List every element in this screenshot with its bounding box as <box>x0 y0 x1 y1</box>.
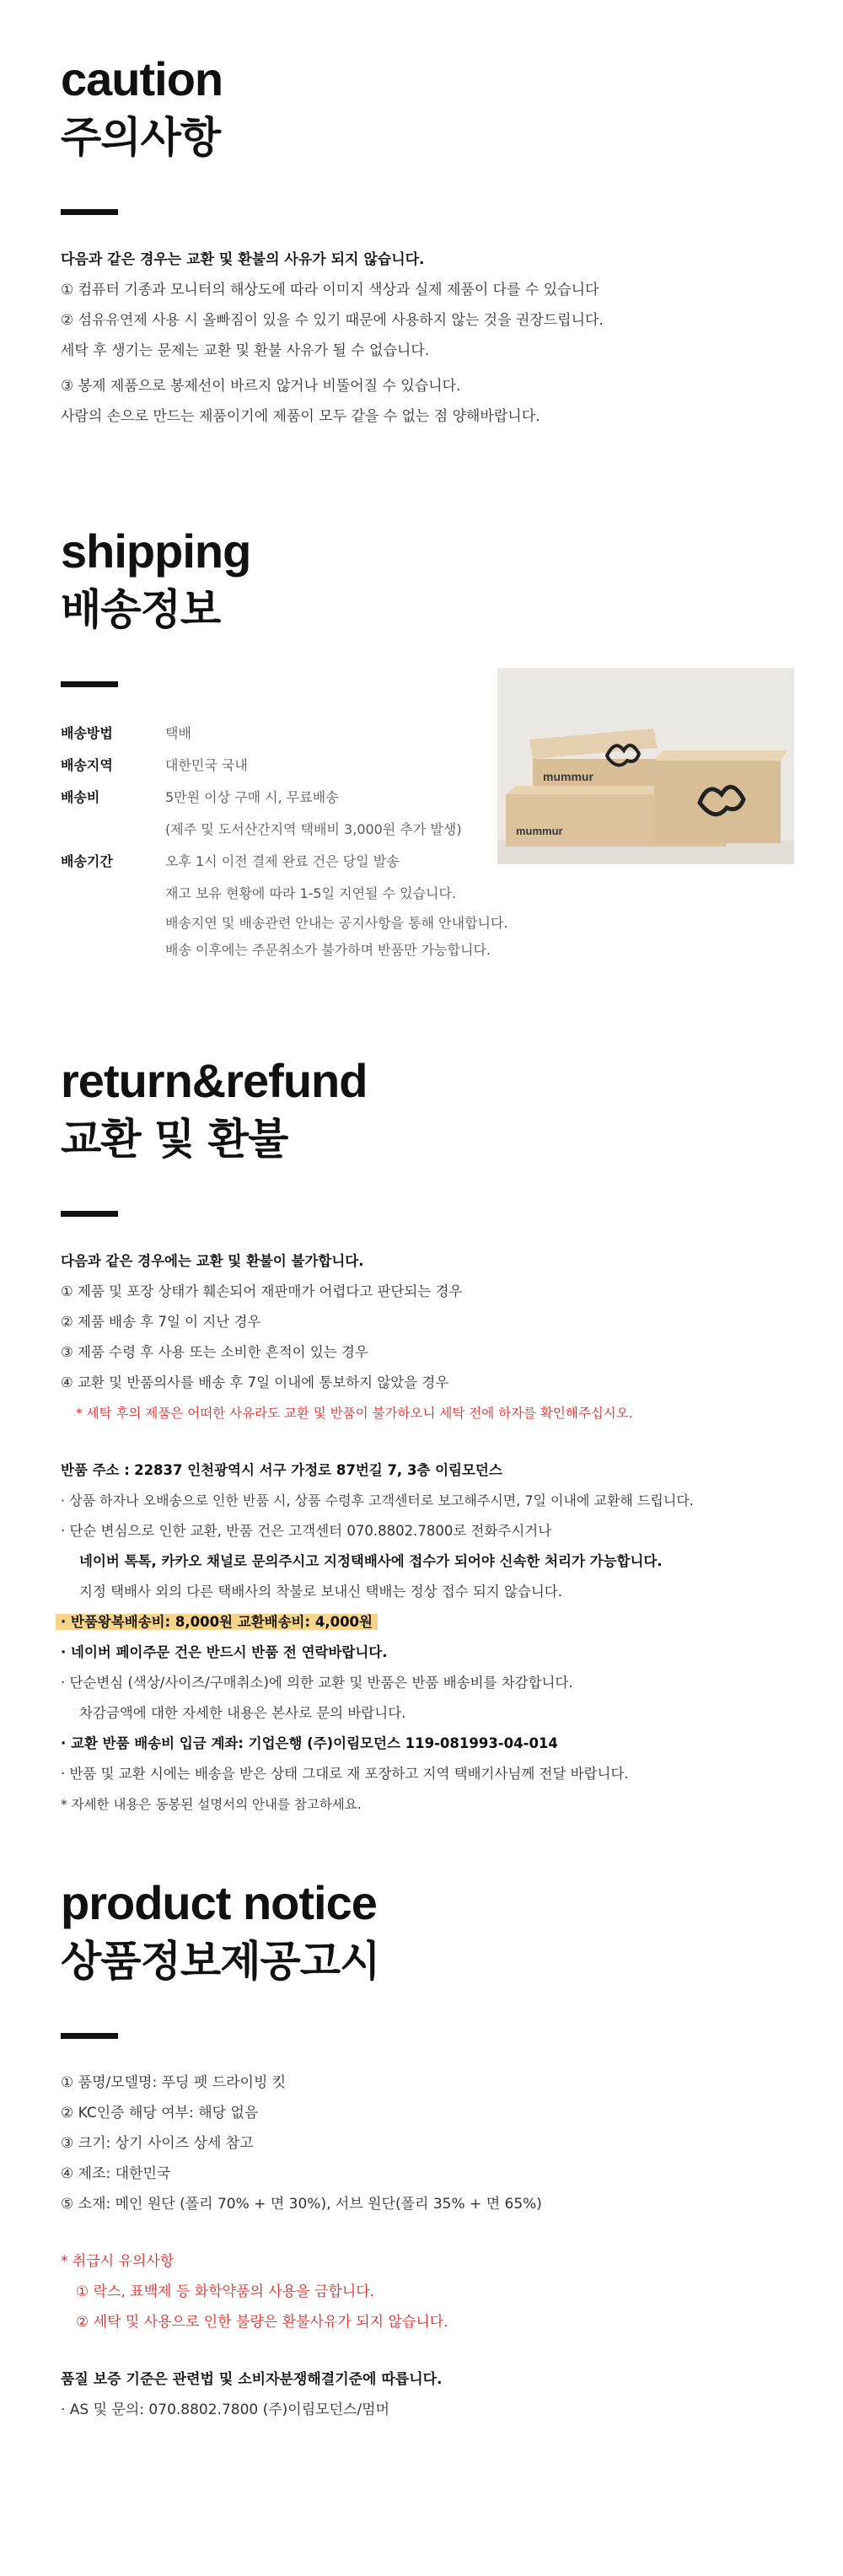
refund-line: 다음과 같은 경우에는 교환 및 환불이 불가합니다. <box>61 1253 364 1269</box>
shipping-title-ko: 배송정보 <box>61 585 221 634</box>
notice-item: ④ 제조: 대한민국 <box>61 2165 171 2182</box>
caution-title-ko: 주의사항 <box>61 113 221 162</box>
refund-account: · 교환 반품 배송비 입금 계좌: 기업은행 (주)이림모던스 119-081993-04-014 <box>61 1735 558 1751</box>
refund-section <box>61 1054 803 1820</box>
care-item: ① 락스, 표백제 등 화학약품의 사용을 금합니다. <box>76 2283 375 2300</box>
notice-title-en: product notice <box>61 1876 377 1929</box>
shipping-key: 배송기간 <box>61 853 113 869</box>
shipping-key: 배송지역 <box>61 757 113 773</box>
notice-item: ② KC인증 해당 여부: 해당 없음 <box>61 2105 259 2122</box>
refund-title-en: return&refund <box>61 1054 368 1107</box>
refund-bullet: · 단순 변심으로 인한 교환, 반품 건은 고객센터 070.8802.7800로 전화주시거나 <box>61 1523 552 1539</box>
notice-items <box>61 2068 803 2425</box>
shipping-value: 5만원 이상 구매 시, 무료배송 <box>165 789 339 805</box>
refund-footnote: * 자세한 내용은 동봉된 설명서의 안내를 참고하세요. <box>61 1797 362 1812</box>
shipping-value: 재고 보유 현황에 따라 1-5일 지연될 수 있습니다. <box>165 885 457 901</box>
shipping-box-photo <box>497 668 794 864</box>
notice-title-ko: 상품정보제공고시 <box>61 1937 380 1986</box>
shipping-box-illustration <box>497 668 794 864</box>
care-item: ② 세탁 및 사용으로 인한 불량은 환불사유가 되지 않습니다. <box>76 2314 448 2331</box>
caution-line: ① 컴퓨터 기종과 모니터의 해상도에 따라 이미지 색상과 실제 제품이 다를 수 있습니다 <box>61 282 599 298</box>
caution-title-en: caution <box>61 52 223 105</box>
caution-divider <box>61 209 118 215</box>
refund-line: ② 제품 배송 후 7일 이 지난 경우 <box>61 1314 261 1330</box>
refund-divider <box>61 1211 118 1217</box>
caution-line: 다음과 같은 경우는 교환 및 환불의 사유가 되지 않습니다. <box>61 251 425 268</box>
refund-bullet: · 상품 하자나 오배송으로 인한 반품 시, 상품 수령후 고객센터로 보고해주시면, 7일 이내에 교환해 드립니다. <box>61 1492 694 1508</box>
refund-warning: * 세탁 후의 제품은 어떠한 사유라도 교환 및 반품이 불가하오니 세탁 전에 하자를 확인해주십시오. <box>76 1406 633 1421</box>
box-brand-text: mummur <box>543 770 593 783</box>
refund-title-ko: 교환 및 환불 <box>61 1115 288 1164</box>
caution-line: 사람의 손으로 만드는 제품이기에 제품이 모두 같을 수 없는 점 양해바랍니다. <box>61 408 540 425</box>
notice-item: ⑤ 소재: 메인 원단 (폴리 70% + 면 30%), 서브 원단(폴리 35% + 면 65%) <box>61 2196 542 2213</box>
shipping-value: (제주 및 도서산간지역 택배비 3,000원 추가 발생) <box>165 821 462 837</box>
notice-section <box>61 1876 803 2425</box>
refund-bullet: 차감금액에 대한 자세한 내용은 본사로 문의 바랍니다. <box>79 1705 406 1721</box>
naver-pay-notice: · 네이버 페이주문 건은 반드시 반품 전 연락바랍니다. <box>61 1644 388 1660</box>
refund-bullet: 지정 택배사 외의 다른 택배사의 착불로 보내신 택배는 정상 접수 되지 않습니다. <box>79 1584 562 1600</box>
refund-bullet: · 단순변심 (색상/사이즈/구매취소)에 의한 교환 및 반품은 반품 배송비를 차감합니다. <box>61 1675 573 1691</box>
return-address <box>61 1455 803 1486</box>
caution-line: ② 섬유유연제 사용 시 올빠짐이 있을 수 있기 때문에 사용하지 않는 것을 권장드립니다. <box>61 312 604 329</box>
caution-lines <box>61 245 803 432</box>
notice-item: ① 품명/모델명: 푸딩 펫 드라이빙 킷 <box>61 2074 287 2091</box>
caution-line: 세탁 후 생기는 문제는 교환 및 환불 사유가 될 수 없습니다. <box>61 342 430 359</box>
caution-line: ③ 봉제 제품으로 봉제선이 바르지 않거나 비뚤어질 수 있습니다. <box>61 378 461 395</box>
as-contact: · AS 및 문의: 070.8802.7800 (주)이림모던스/멈머 <box>61 2401 389 2418</box>
refund-intro <box>61 1246 803 1820</box>
return-address-label: 반품 주소 : <box>61 1462 130 1478</box>
shipping-value: 배송 이후에는 주문취소가 불가하며 반품만 가능합니다. <box>165 942 491 958</box>
shipping-divider <box>61 681 118 687</box>
shipping-fee-highlight: · 반품왕복배송비: 8,000원 교환배송비: 4,000원 <box>56 1614 378 1630</box>
shipping-title-en: shipping <box>61 524 251 578</box>
return-address-value: 22837 인천광역시 서구 가정로 87번길 7, 3층 이림모던스 <box>134 1462 502 1478</box>
shipping-value: 택배 <box>165 725 191 741</box>
quality-standard: 품질 보증 기준은 관련법 및 소비자분쟁해결기준에 따릅니다. <box>61 2371 443 2388</box>
shipping-value: 배송지연 및 배송관련 안내는 공지사항을 통해 안내합니다. <box>165 915 508 931</box>
shipping-value: 대한민국 국내 <box>165 757 248 773</box>
shipping-key: 배송방법 <box>61 725 113 741</box>
refund-line: ① 제품 및 포장 상태가 훼손되어 재판매가 어렵다고 판단되는 경우 <box>61 1283 463 1299</box>
care-title: * 취급시 유의사항 <box>61 2253 175 2270</box>
shipping-value: 오후 1시 이전 결제 완료 건은 당일 발송 <box>165 853 400 869</box>
notice-item: ③ 크기: 상기 사이즈 상세 참고 <box>61 2135 254 2152</box>
refund-bullet: · 반품 및 교환 시에는 배송을 받은 상태 그대로 재 포장하고 지역 택배기사님께 전달 바랍니다. <box>61 1766 629 1782</box>
refund-line: ④ 교환 및 반품의사를 배송 후 7일 이내에 통보하지 않았을 경우 <box>61 1374 449 1390</box>
caution-section <box>61 52 803 432</box>
shipping-key: 배송비 <box>61 789 100 805</box>
notice-divider <box>61 2033 118 2039</box>
refund-line: ③ 제품 수령 후 사용 또는 소비한 흔적이 있는 경우 <box>61 1344 368 1360</box>
box-brand-text-2: mummur <box>516 825 563 837</box>
refund-bullet: 네이버 톡톡, 카카오 채널로 문의주시고 지정택배사에 접수가 되어야 신속한 처리가 가능합니다. <box>79 1553 663 1569</box>
